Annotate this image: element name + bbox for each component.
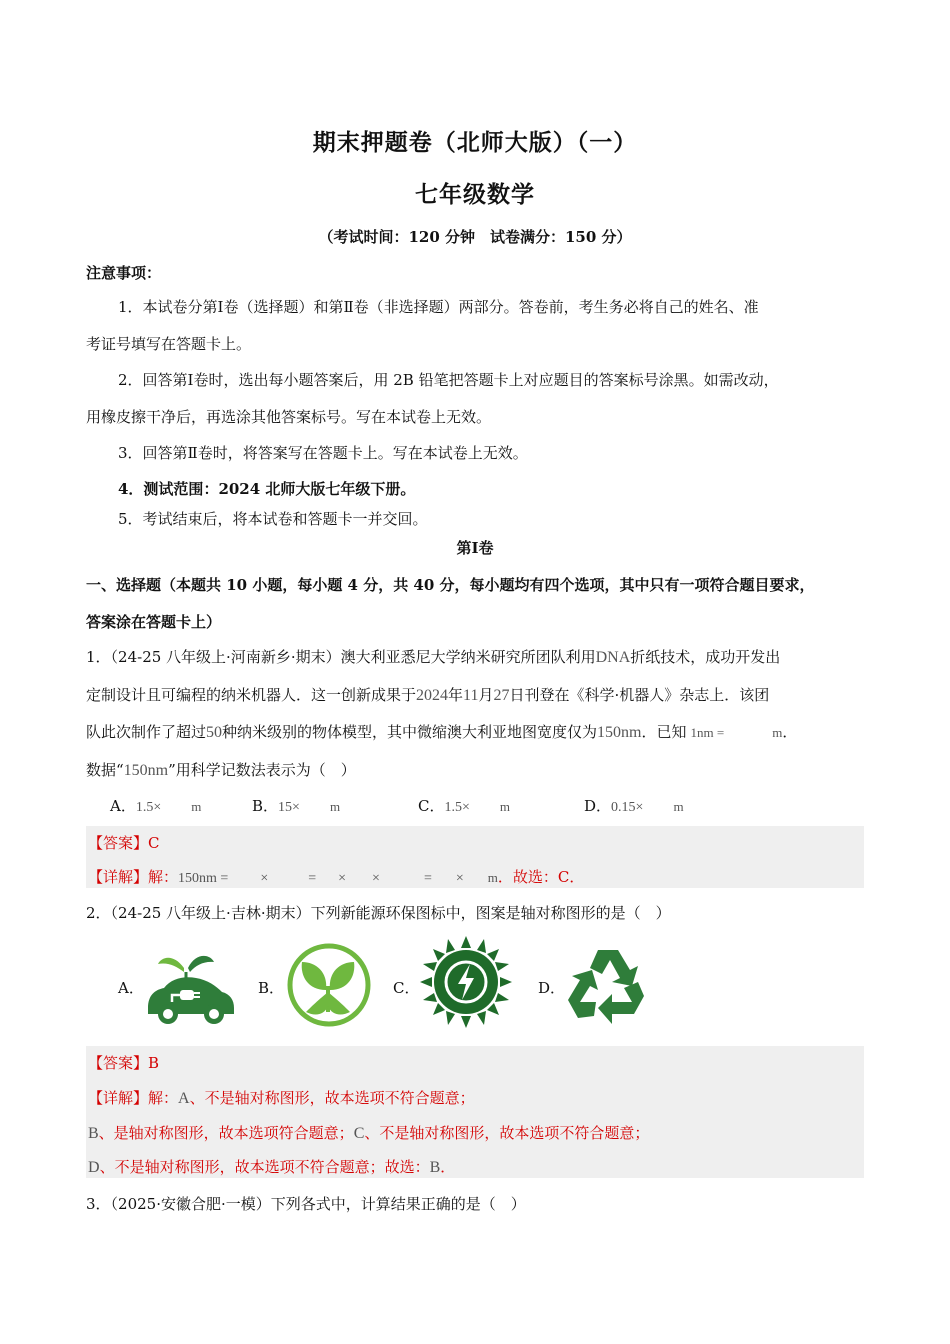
q1-value: 150nm	[123, 762, 169, 779]
notice-item-4: 4．测试范围：2024 北师大版七年级下册。	[118, 480, 416, 498]
notice-item-3: 3．回答第Ⅱ卷时，将答案写在答题卡上。写在本试卷上无效。	[118, 444, 528, 462]
detail-math: ×	[338, 871, 347, 886]
detail-math: m	[487, 870, 498, 885]
notice-item-5: 5．考试结束后，将本试卷和答题卡一并交回。	[118, 510, 428, 528]
q1-text: ”用科学记数法表示为（ ）	[168, 761, 356, 779]
q1-text: 数据“	[86, 761, 124, 779]
q1-definition: 1nm =	[690, 725, 725, 740]
q2-stem: 2．（24-25 八年级上·吉林·期末）下列新能源环保图标中，图案是轴对称图形的是（ ）	[86, 904, 671, 922]
q1-unit: m	[772, 725, 783, 740]
detail-text: 、不是轴对称图形，故本选项不符合题意；	[189, 1089, 475, 1107]
q1-year: 2024	[416, 687, 449, 704]
q1-answer-box	[86, 826, 864, 888]
exam-title: 期末押题卷（北师大版）（一）	[312, 130, 638, 156]
q1-detail	[88, 866, 584, 887]
detail-option: B	[429, 1159, 441, 1176]
notice-item-1a: 1．本试卷分第Ⅰ卷（选择题）和第Ⅱ卷（非选择题）两部分。答卷前，考生务必将自己的姓名、准	[118, 298, 759, 316]
sun-lightning-icon[interactable]	[418, 934, 514, 1030]
section1-heading-a: 一、选择题（本题共 10 小题，每小题 4 分，共 40 分，每小题均有四个选项，其中只有一项符合题目要求，	[86, 576, 815, 594]
q1-count: 50	[206, 724, 223, 741]
detail-math: ×	[372, 871, 380, 886]
option-label: B．	[252, 797, 279, 815]
notice-item-2a: 2．回答第Ⅰ卷时，选出每小题答案后，用 2B 铅笔把答题卡上对应题目的答案标号涂黑。如需改动，	[118, 371, 779, 389]
detail-label: 【详解】	[88, 868, 149, 886]
option-coefficient: 0.15×	[611, 800, 644, 815]
q1-text: 定制设计且可编程的纳米机器人．这一创新成果于	[86, 686, 417, 704]
detail-text: 、不是轴对称图形，故本选项不符合题意；	[364, 1124, 650, 1142]
eco-car-icon[interactable]	[144, 946, 236, 1028]
q2-option-b-label[interactable]: B．	[258, 979, 285, 997]
q1-line-3	[86, 721, 797, 742]
answer-label: 【答案】	[88, 1054, 149, 1072]
q1-dna: DNA	[595, 649, 631, 666]
option-unit: m	[329, 799, 341, 814]
option-coefficient: 1.5×	[444, 800, 470, 815]
q2-detail-bc	[88, 1122, 649, 1143]
q1-option-d[interactable]	[584, 795, 684, 816]
q1-day: 27	[493, 687, 510, 704]
q2-answer	[88, 1052, 159, 1073]
q2-detail-d	[88, 1156, 455, 1177]
volume-heading: 第Ⅰ卷	[456, 539, 494, 557]
option-label: A．	[110, 797, 136, 815]
detail-math: =	[308, 871, 317, 886]
q2-option-d-label[interactable]: D．	[538, 979, 566, 997]
detail-text: 解：	[148, 1089, 179, 1107]
detail-text: ．	[440, 1158, 456, 1176]
detail-text: ．故选：C．	[497, 868, 585, 886]
answer-value: C	[148, 834, 160, 852]
q1-text: 种纳米级别的物体模型，其中微缩澳大利亚地图宽度仅为	[222, 723, 598, 741]
q1-line-1	[86, 646, 780, 667]
q2-answer-box	[86, 1046, 864, 1178]
q1-month: 11	[463, 687, 479, 704]
answer-label: 【答案】	[88, 834, 149, 852]
q1-text: 年	[448, 686, 464, 704]
exam-info: （考试时间：120 分钟 试卷满分：150 分）	[318, 228, 632, 246]
detail-option: D	[88, 1159, 100, 1176]
detail-option: C	[353, 1125, 365, 1142]
detail-text: 、是轴对称图形，故本选项符合题意；	[98, 1124, 354, 1142]
notice-item-2b: 用橡皮擦干净后，再选涂其他答案标号。写在本试卷上无效。	[86, 408, 492, 426]
q1-line-2	[86, 684, 769, 705]
detail-math: =	[423, 871, 432, 886]
exam-subject: 七年级数学	[415, 182, 535, 208]
q1-line-4	[86, 759, 356, 780]
option-unit: m	[673, 799, 684, 814]
q2-detail-a	[88, 1087, 475, 1108]
q1-text: 月	[478, 686, 494, 704]
q1-width: 150nm	[597, 724, 642, 741]
q1-text: ．	[782, 723, 798, 741]
detail-label: 【详解】	[88, 1089, 149, 1107]
detail-math: ×	[455, 871, 464, 886]
notice-heading: 注意事项：	[86, 264, 162, 282]
answer-value: B	[148, 1054, 160, 1072]
notice-item-1b: 考证号填写在答题卡上。	[86, 335, 252, 353]
q1-text: ．已知	[641, 723, 687, 741]
option-label: D．	[584, 797, 612, 815]
q2-option-c-label[interactable]: C．	[393, 979, 420, 997]
q1-text: 1．（24-25 八年级上·河南新乡·期末）澳大利亚悉尼大学纳米研究所团队利用	[86, 648, 596, 666]
option-unit: m	[191, 799, 202, 814]
q1-option-a[interactable]	[110, 795, 201, 816]
detail-text: 解：	[148, 868, 179, 886]
detail-option: A	[178, 1090, 190, 1107]
leaf-circle-icon[interactable]	[286, 942, 372, 1028]
q2-option-a-label[interactable]: A．	[118, 979, 144, 997]
q1-answer	[88, 832, 160, 853]
detail-text: 、不是轴对称图形，故本选项不符合题意；故选：	[99, 1158, 430, 1176]
option-coefficient: 15×	[278, 800, 300, 815]
detail-math: ×	[260, 871, 269, 886]
option-unit: m	[499, 799, 511, 814]
q1-text: 队此次制作了超过	[86, 723, 207, 741]
option-coefficient: 1.5×	[135, 800, 162, 815]
q1-text: 日刊登在《科学·机器人》杂志上．该团	[509, 686, 770, 704]
option-label: C．	[418, 797, 445, 815]
recycle-icon[interactable]	[564, 944, 652, 1028]
q3-stem: 3．（2025·安徽合肥·一模）下列各式中，计算结果正确的是（ ）	[86, 1195, 526, 1213]
section1-heading-b: 答案涂在答题卡上）	[86, 613, 222, 631]
detail-option: B	[88, 1125, 99, 1142]
q1-text: 折纸技术，成功开发出	[630, 648, 781, 666]
q1-option-b[interactable]	[252, 795, 340, 816]
detail-math: 150nm =	[178, 871, 229, 886]
q1-option-c[interactable]	[418, 795, 510, 816]
